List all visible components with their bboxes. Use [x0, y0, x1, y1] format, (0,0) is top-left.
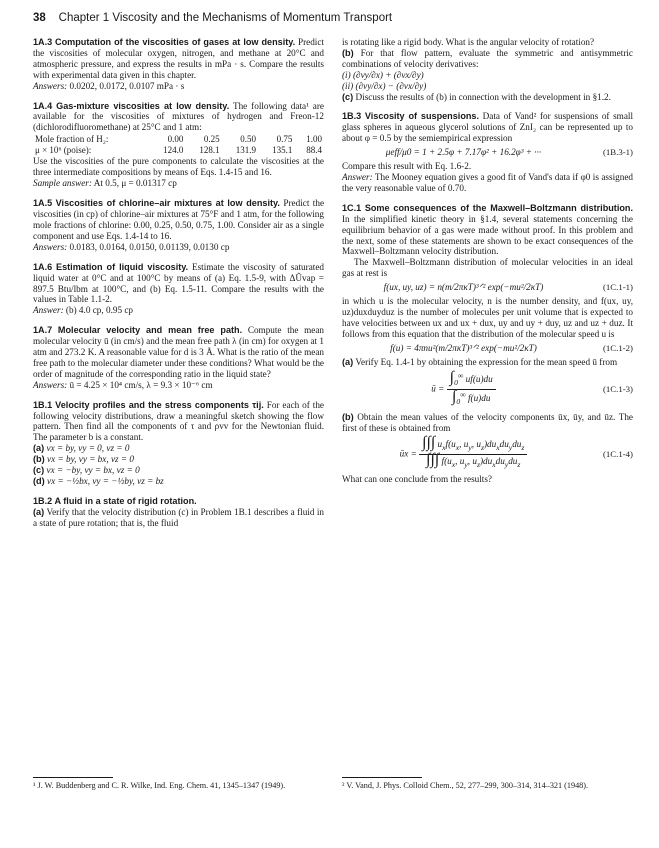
- equation-1C1-2: [342, 343, 633, 354]
- problem-body: Obtain the mean values of the velocity components ūx, ūy, and ūz. The first of these is obtained from: [342, 412, 633, 433]
- equation-number: (1C.1-1): [602, 282, 633, 293]
- equation-text: [342, 433, 585, 470]
- problem-1C1: [342, 203, 633, 485]
- row-label: μ × 10⁶ (poise):: [35, 144, 92, 155]
- problem-1B2-continued: is rotating like a rigid body. What is the angular velocity of rotation?: [342, 37, 595, 47]
- problem-label: 1C.1: [342, 202, 362, 213]
- table-cell: 88.4: [306, 144, 322, 155]
- list-item: [33, 476, 324, 487]
- list-item: [33, 454, 324, 465]
- table-cell: 0.50: [240, 134, 257, 145]
- item-text: vx = by, vy = 0, vz = 0: [46, 443, 130, 454]
- answer-label: Answers:: [33, 379, 68, 390]
- list-item: [33, 465, 324, 476]
- mixture-data-table: [33, 134, 324, 155]
- answer-value: At 0.5, μ = 0.01317 cp: [93, 178, 177, 189]
- equation-number: (1C.1-2): [602, 342, 633, 353]
- footnote-2: ² V. Vand, J. Phys. Colloid Chem., 52, 277–299, 300–314, 314–321 (1948).: [342, 781, 589, 790]
- equation-text: f(ux, uy, uz) = n(m/2πκT)³ᐟ² exp(−mu²/2κT): [383, 282, 544, 293]
- problem-body: In the simplified kinetic theory in §1.4, several statements concerning the equilibrium behavior of a gas were made without proof. In this problem and the next, some of these statements are shown to be exact consequences of the Maxwell–Boltzmann velocity distribution.: [342, 213, 633, 257]
- answer-label: Answers:: [33, 241, 68, 252]
- problem-label: 1A.3: [33, 37, 53, 47]
- part-tag: (a): [33, 506, 45, 517]
- table-cell: 124.0: [163, 144, 184, 155]
- problem-1B1: [33, 400, 324, 487]
- equation-fraction: $\frac{\int_0^\infty uf(u)du}{\int_0^\infty f(u)du}$: [447, 371, 496, 408]
- right-column: [342, 37, 633, 494]
- running-head: Chapter 1 Viscosity and the Mechanisms of Momentum Transport: [58, 12, 393, 24]
- equation-text: f(u) = 4πnu²(m/2πκT)³ᐟ² exp(−mu²/2κT): [390, 342, 537, 353]
- problem-1A7: [33, 325, 324, 390]
- problem-body: Data of Vand² for suspensions of small glass spheres in aqueous glycerol solutions of ZnI₂ can be represented up to about φ = 0.5 by the semiempirical expression: [342, 111, 633, 144]
- table-cell: 0.00: [167, 134, 184, 145]
- problem-body: Estimate the viscosity of saturated liquid water at 0°C and at 100°C by means of (a) Eq. 1.5-9, with ΔÛvap = 897.5 Btu/lbm at 100°C, and (b) Eq. 1.5-11. Compare the results with the values in Table 1.1-2.: [33, 261, 325, 305]
- table-cell: 135.1: [272, 144, 293, 155]
- equation-1C1-4: [342, 433, 633, 470]
- problem-label: 1A.5: [33, 198, 53, 209]
- part-tag: (a): [342, 356, 354, 367]
- equation-1C1-1: [342, 282, 633, 293]
- part-tag: (b): [342, 47, 354, 58]
- problem-body: The following data¹ are available for the viscosities of mixtures of hydrogen and Freon-12 (dichlorodifluoromethane) at 25°C and 1 atm:: [33, 100, 324, 133]
- item-tag: (b): [33, 454, 45, 465]
- problem-body: For that flow pattern, evaluate the symmetric and antisymmetric combinations of velocity derivatives:: [342, 47, 634, 69]
- problem-1A4: [33, 101, 324, 190]
- problem-label: 1A.7: [33, 325, 53, 336]
- footnote-rule: [342, 777, 422, 778]
- answer-label: Answers:: [33, 80, 68, 91]
- problem-1A5: [33, 198, 324, 253]
- answer-label: Sample answer:: [33, 178, 92, 189]
- footnote-1: ¹ J. W. Buddenberg and C. R. Wilke, Ind. Eng. Chem. 41, 1345–1347 (1949).: [33, 781, 286, 790]
- table-row: [33, 134, 324, 145]
- answer-value: The Mooney equation gives a good fit of Vand's data if φ0 is assigned the very reasonable value of 0.70.: [342, 171, 633, 193]
- problem-body-continued: Compare this result with Eq. 1.6-2.: [342, 161, 472, 172]
- problem-label: 1B.3: [342, 111, 362, 122]
- equation-1B3-1: [342, 147, 633, 158]
- item-tag: (a): [33, 443, 45, 454]
- answer-label: Answer:: [33, 305, 64, 316]
- problem-title: A fluid in a state of rigid rotation.: [54, 495, 197, 506]
- answer-value: (b) 4.0 cp, 0.95 cp: [65, 305, 134, 316]
- equation-lhs: ū =: [431, 383, 445, 394]
- equation-number: (1C.1-4): [602, 448, 633, 459]
- row-label: Mole fraction of H₂:: [35, 134, 109, 145]
- problem-body: Verify that the velocity distribution (c) in Problem 1B.1 describes a fluid in a state of pure rotation; that is, the fluid: [33, 506, 324, 528]
- equation-1C1-3: [342, 371, 633, 408]
- expression-ii: (ii) (∂vy/∂x) − (∂vx/∂y): [342, 80, 427, 91]
- problem-title: Molecular velocity and mean free path.: [57, 325, 243, 336]
- problem-title: Viscosities of chlorine–air mixtures at low density.: [55, 198, 280, 209]
- problem-label: 1B.2: [33, 495, 53, 506]
- footnote-rule: [33, 777, 113, 778]
- problem-body-continued: Use the viscosities of the pure components to calculate the viscosities at the three intermediate compositions by means of Eqs. 1.4-15 and 16.: [33, 156, 324, 178]
- table-cell: 0.25: [203, 134, 220, 145]
- velocity-distribution-list: [33, 443, 324, 487]
- problem-body: For each of the following velocity distributions, draw a meaningful sketch showing the flow pattern. Then find all the components of τ and ρvv for the Newtonian fluid. The parameter b is a constant.: [33, 399, 325, 443]
- problem-1B2: [33, 496, 324, 529]
- problem-title: Computation of the viscosities of gases at low density.: [55, 37, 296, 47]
- item-text: vx = −by, vy = bx, vz = 0: [46, 465, 140, 476]
- item-tag: (c): [33, 465, 45, 476]
- problem-1A3: [33, 37, 324, 92]
- part-tag: (c): [342, 91, 354, 102]
- equation-text: [342, 371, 585, 408]
- equation-lhs: ūx =: [399, 448, 417, 459]
- problem-body: Predict the viscosities of molecular oxygen, nitrogen, and methane at 20°C and atmospheric pressure, and express the results in mPa · s. Compare the results with experimental data given in this chapter.: [33, 37, 324, 80]
- page-number: 38: [33, 12, 46, 24]
- problem-title: Some consequences of the Maxwell–Boltzmann distribution.: [364, 202, 633, 213]
- problem-body: Compute the mean molecular velocity ū (in cm/s) and the mean free path λ (in cm) for oxygen at 1 atm and 273.2 K. A reasonable value for d is 3 Å. What is the ratio of the mean free path to the molecular diameter under these conditions? What would be the order of magnitude of the corresponding ratio in the liquid state?: [33, 325, 325, 379]
- expression-i: (i) (∂vy/∂x) + (∂vx/∂y): [342, 69, 424, 80]
- table-cell: 0.75: [276, 134, 293, 145]
- page-header: [33, 12, 633, 24]
- equation-text: μeff/μ0 = 1 + 2.5φ + 7.17φ² + 16.2φ³ + ···: [385, 147, 542, 158]
- equation-fraction: $\frac{\int\int\int u_xf(u_x, u_y, u_z)du_xdu_ydu_z}{\int\int\int f(u_x, u_y, u_z)du_xdu_ydu_z}$: [419, 438, 527, 470]
- problem-title: Gas-mixture viscosities at low density.: [56, 100, 230, 111]
- problem-body-continued: in which u is the molecular velocity, n is the number density, and f(ux, uy, uz)duxduyduz is the number of molecules per unit volume that is expected to have velocities between ux and ux + dux, uy and uy + duy, uz and uz + duz. It follows from this equation that the distribution of the molecular speed u is: [342, 296, 633, 339]
- answer-label: Answer:: [342, 171, 373, 182]
- equation-number: (1B.3-1): [602, 147, 633, 158]
- table-cell: 1.00: [306, 134, 322, 145]
- problem-body: Discuss the results of (b) in connection with the development in §1.2.: [355, 91, 611, 102]
- problem-body: Predict the viscosities (in cp) of chlorine–air mixtures at 75°F and 1 atm, for the following mole fractions of chlorine: 0.00, 0.25, 0.50, 0.75, 1.00. Consider air as a single component and use Eqs. 1.4-14 to 16.: [33, 198, 325, 241]
- item-text: vx = −½bx, vy = −½by, vz = bz: [47, 476, 164, 486]
- answer-value: 0.0183, 0.0164, 0.0150, 0.01139, 0.0130 cp: [69, 241, 230, 252]
- answer-value: ū = 4.25 × 10⁴ cm/s, λ = 9.3 × 10⁻⁶ cm: [69, 379, 213, 390]
- item-tag: (d): [33, 476, 45, 486]
- problem-title: Velocity profiles and the stress components τij.: [55, 399, 264, 410]
- problem-closing: What can one conclude from the results?: [342, 474, 493, 485]
- problem-body-continued: The Maxwell–Boltzmann distribution of molecular velocities in an ideal gas at rest is: [342, 257, 633, 279]
- problem-label: 1A.6: [33, 261, 53, 272]
- list-item: [33, 443, 324, 454]
- item-text: vx = by, vy = bx, vz = 0: [47, 454, 134, 465]
- table-row: [33, 145, 324, 156]
- table-cell: 131.9: [235, 144, 257, 155]
- problem-1A6: [33, 262, 324, 317]
- problem-title: Estimation of liquid viscosity.: [56, 261, 189, 272]
- answer-value: 0.0202, 0.0172, 0.0107 mPa · s: [69, 80, 185, 91]
- problem-body: Verify Eq. 1.4-1 by obtaining the expression for the mean speed ū from: [355, 356, 618, 367]
- equation-number: (1C.1-3): [602, 384, 633, 395]
- table-cell: 128.1: [199, 144, 220, 155]
- left-column: [33, 37, 324, 538]
- problem-label: 1B.1: [33, 399, 53, 410]
- problem-title: Viscosity of suspensions.: [364, 111, 480, 122]
- problem-label: 1A.4: [33, 100, 53, 111]
- part-tag: (b): [342, 412, 354, 423]
- problem-1B3: [342, 111, 633, 193]
